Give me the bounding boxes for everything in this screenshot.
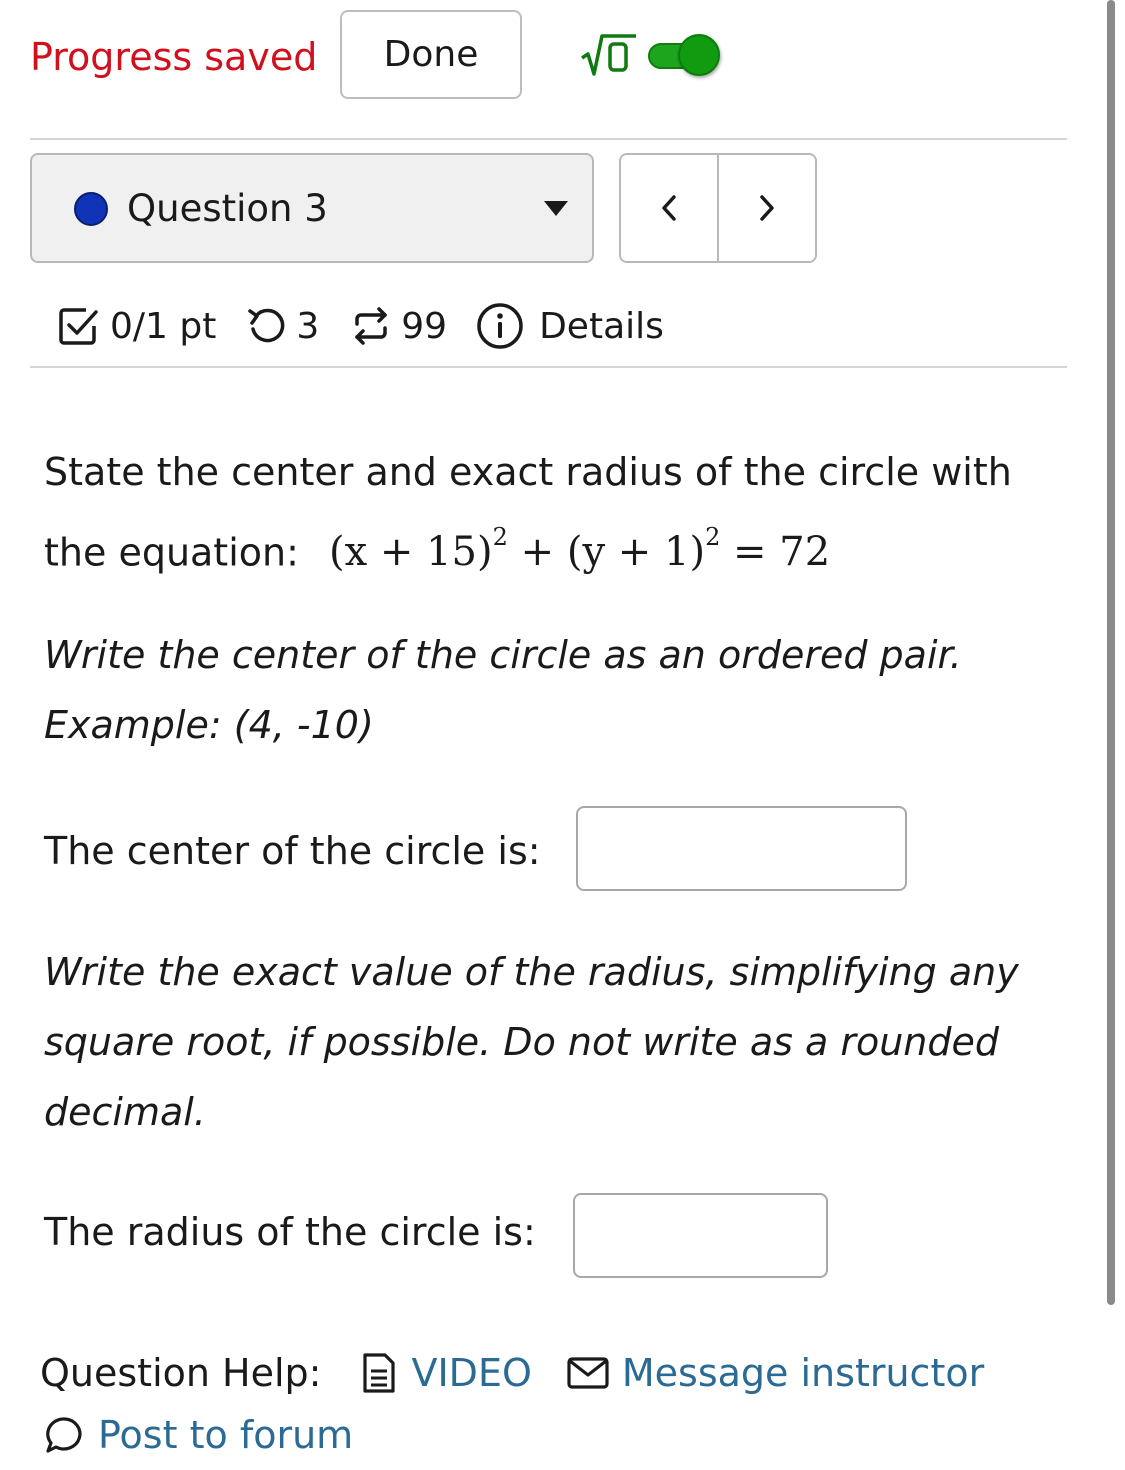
radius-instruction-2: square root, if possible. Do not write as a rounded <box>44 1020 1000 1064</box>
question-nav <box>619 153 817 263</box>
next-question-button[interactable] <box>717 155 815 261</box>
done-button[interactable]: Done <box>340 10 522 99</box>
circle-equation <box>329 523 831 576</box>
equation-term-y: (y + 1) <box>566 529 706 576</box>
radius-label: The radius of the circle is: <box>44 1210 536 1254</box>
question-status-dot <box>74 192 108 226</box>
message-instructor-link[interactable] <box>566 1345 984 1401</box>
submissions-count: 99 <box>401 305 448 347</box>
chevron-right-icon <box>755 191 779 225</box>
chat-bubble-icon <box>44 1414 86 1456</box>
question-help-label: Question Help: <box>40 1351 322 1395</box>
math-format-icon <box>580 30 640 80</box>
retries-count: 3 <box>296 305 320 347</box>
radius-instruction-1: Write the exact value of the radius, simplifying any <box>44 950 1019 994</box>
question-select[interactable] <box>30 153 594 263</box>
question-equation-line <box>44 508 830 587</box>
equation-exponent-x: 2 <box>492 523 508 551</box>
scrollbar[interactable] <box>1107 0 1115 1305</box>
caret-down-icon <box>544 201 568 216</box>
center-instruction: Write the center of the circle as an ordered pair. <box>44 633 962 677</box>
document-icon <box>361 1351 397 1395</box>
equation-term-x: (x + 15) <box>329 529 493 576</box>
score <box>56 304 216 348</box>
equation-operator: + <box>507 529 567 576</box>
video-link[interactable] <box>361 1345 531 1401</box>
chevron-left-icon <box>657 191 681 225</box>
details-label: Details <box>539 305 664 347</box>
center-label: The center of the circle is: <box>44 829 541 873</box>
question-help <box>40 1345 984 1401</box>
score-text: 0/1 pt <box>110 305 217 347</box>
question-meta <box>56 298 664 354</box>
prompt-line2: the equation: <box>44 530 299 575</box>
toggle-knob <box>678 34 720 76</box>
divider <box>30 138 1067 140</box>
question-select-label: Question 3 <box>127 187 328 230</box>
undo-icon <box>246 305 288 347</box>
math-toggle[interactable] <box>580 26 725 86</box>
center-input[interactable] <box>576 806 907 891</box>
equation-exponent-y: 2 <box>705 523 721 551</box>
mail-icon <box>566 1355 610 1391</box>
info-icon <box>475 301 525 351</box>
equation-rhs: = 72 <box>720 529 831 576</box>
radius-input[interactable] <box>573 1193 828 1278</box>
repeat-icon <box>349 304 393 348</box>
retries <box>246 305 319 347</box>
video-link-label: VIDEO <box>411 1351 532 1395</box>
details-toggle[interactable] <box>475 301 664 351</box>
post-to-forum-link[interactable] <box>44 1407 353 1463</box>
previous-question-button[interactable] <box>621 155 717 261</box>
center-example: Example: (4, -10) <box>44 703 374 747</box>
radius-instruction-3: decimal. <box>44 1090 206 1134</box>
checkbox-icon <box>56 304 100 348</box>
post-to-forum-label: Post to forum <box>98 1413 354 1457</box>
progress-status: Progress saved <box>30 35 318 79</box>
message-instructor-label: Message instructor <box>621 1351 985 1395</box>
question-prompt: State the center and exact radius of the circle with <box>44 450 1012 494</box>
divider <box>30 366 1067 368</box>
submissions <box>349 304 447 348</box>
